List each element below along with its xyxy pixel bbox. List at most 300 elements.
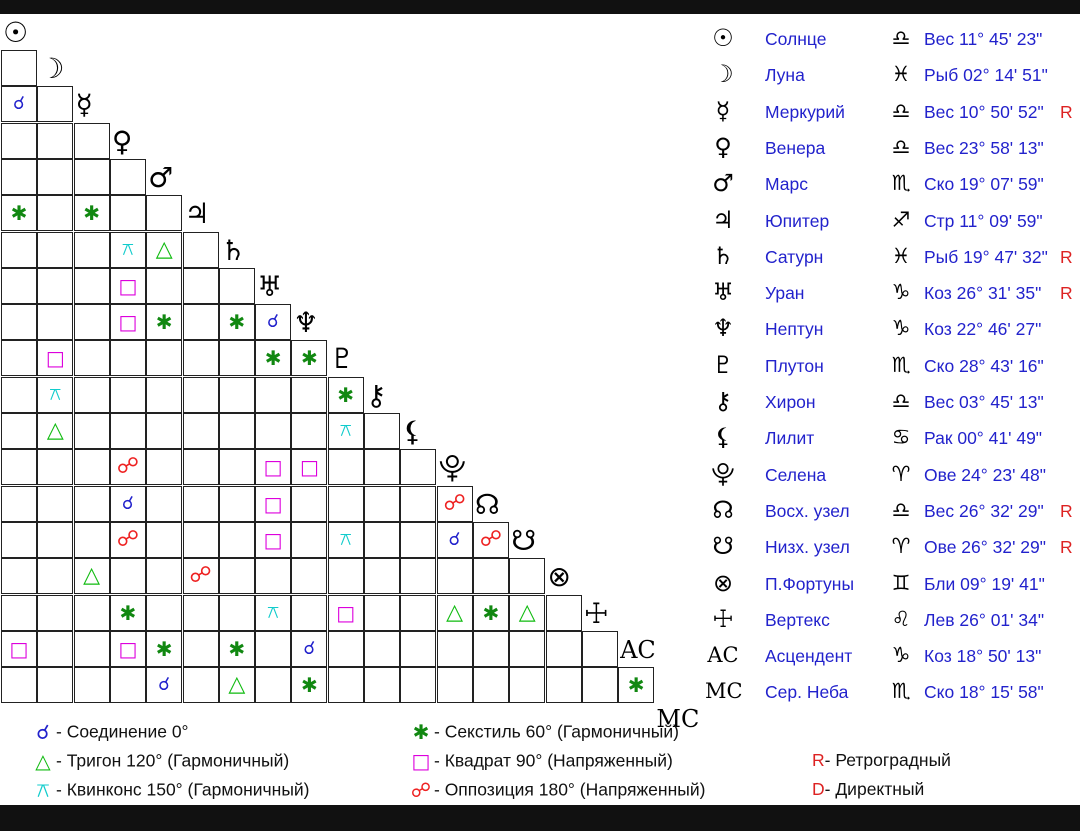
- capricorn-icon: ♑: [891, 316, 911, 341]
- planet-row: [705, 347, 1080, 383]
- grid-cell: [328, 558, 364, 594]
- aspect-square-icon: □: [263, 455, 283, 480]
- grid-cell: [1, 340, 37, 376]
- grid-cell: [37, 522, 73, 558]
- grid-cell: [291, 377, 327, 413]
- grid-cell: [183, 413, 219, 449]
- ascendant-icon: AC: [707, 643, 739, 668]
- aspect-square-icon: □: [336, 600, 356, 625]
- planet-name: Лилит: [765, 428, 815, 449]
- grid-cell: [328, 631, 364, 667]
- legend-trine: △ - Тригон 120° (Гармоничный): [30, 749, 289, 773]
- lilith-icon: ⚸: [714, 423, 732, 452]
- aspect-sextile-icon: ✱: [301, 673, 318, 698]
- grid-cell: [400, 595, 436, 631]
- grid-cell: [110, 340, 146, 376]
- grid-cell: [110, 413, 146, 449]
- grid-cell: [255, 631, 291, 667]
- aspect-quincunx-icon: ⚻: [121, 238, 134, 260]
- aspect-conjunction-icon: ☌: [267, 311, 280, 333]
- grid-cell: [473, 667, 509, 703]
- grid-cell: [1, 377, 37, 413]
- aspect-conjunction-icon: ☌: [121, 492, 134, 514]
- aries-icon: ♈: [891, 534, 911, 559]
- grid-cell: [328, 667, 364, 703]
- grid-cell: [1, 268, 37, 304]
- grid-cell: [146, 486, 182, 522]
- trine-icon: △: [35, 749, 51, 773]
- grid-header-uranus-icon: ♅: [257, 269, 283, 303]
- planet-name: Хирон: [765, 392, 816, 412]
- aspect-square-icon: □: [118, 636, 138, 661]
- grid-cell: [146, 558, 182, 594]
- leo-icon: ♌: [891, 606, 911, 631]
- grid-cell: [146, 413, 182, 449]
- planet-name: Меркурий: [765, 101, 845, 122]
- grid-cell: [255, 413, 291, 449]
- grid-cell: [291, 522, 327, 558]
- grid-cell: [328, 449, 364, 485]
- neptune-icon: ♆: [712, 314, 734, 343]
- grid-cell: [183, 595, 219, 631]
- grid-header-mercury-icon: ☿: [75, 88, 93, 122]
- bottom-black-band: [0, 805, 1080, 831]
- grid-cell: [582, 667, 618, 703]
- square-icon: □: [411, 749, 431, 773]
- aspect-square-icon: □: [9, 636, 29, 661]
- grid-cell: [37, 123, 73, 159]
- planet-position: Вес 23° 58' 13": [924, 137, 1044, 158]
- grid-cell: [546, 667, 582, 703]
- jupiter-icon: ♃: [712, 205, 734, 234]
- grid-cell: [1, 449, 37, 485]
- planet-position: Вес 26° 32' 29": [924, 500, 1044, 521]
- chiron-icon: ⚷: [714, 387, 732, 415]
- planet-name: Сер. Неба: [765, 682, 849, 703]
- aspect-sextile-icon: ✱: [83, 201, 100, 226]
- aspect-sextile-icon: ✱: [155, 310, 173, 335]
- grid-cell: [219, 558, 255, 594]
- grid-cell: [364, 667, 400, 703]
- grid-cell: [219, 595, 255, 631]
- grid-cell: [110, 558, 146, 594]
- retrograde-marker: R: [1060, 283, 1073, 304]
- planet-row: [705, 383, 1080, 419]
- grid-cell: [110, 377, 146, 413]
- grid-cell: [1, 522, 37, 558]
- grid-cell: [364, 486, 400, 522]
- grid-cell: [1, 558, 37, 594]
- grid-cell: [1, 667, 37, 703]
- grid-header-selena-icon: ⯓: [438, 451, 466, 485]
- grid-cell: [146, 377, 182, 413]
- planet-position: Коз 26° 31' 35": [924, 283, 1042, 304]
- grid-cell: [74, 304, 110, 340]
- grid-header-saturn-icon: ♄: [220, 233, 246, 267]
- mercury-icon: ☿: [715, 96, 731, 125]
- sagittarius-icon: ♐: [891, 207, 911, 232]
- pisces-icon: ♓: [891, 243, 911, 268]
- grid-header-south-node-icon: ☋: [511, 523, 537, 557]
- planet-name: Плутон: [765, 355, 824, 376]
- legend-sextile: ✱ - Секстиль 60° (Гармоничный): [408, 720, 679, 744]
- planet-name: П.Фортуны: [765, 573, 855, 594]
- planet-position: Бли 09° 19' 41": [924, 573, 1045, 594]
- grid-cell: [582, 631, 618, 667]
- planet-row: [705, 274, 1080, 310]
- grid-cell: [74, 413, 110, 449]
- libra-icon: ♎: [891, 98, 911, 123]
- midheaven-icon: MC: [705, 679, 743, 704]
- planet-position: Рыб 02° 14' 51": [924, 65, 1048, 86]
- grid-header-lilith-icon: ⚸: [402, 415, 423, 448]
- grid-cell: [183, 631, 219, 667]
- aspect-conjunction-icon: ☌: [303, 637, 316, 659]
- south-node-icon: ☋: [712, 532, 734, 561]
- grid-cell: [1, 159, 37, 195]
- grid-header-north-node-icon: ☊: [474, 487, 500, 521]
- planet-row: [705, 93, 1080, 129]
- grid-cell: [37, 86, 73, 122]
- aspect-trine-icon: △: [46, 418, 64, 443]
- aspect-square-icon: □: [263, 491, 283, 516]
- aspect-square-icon: □: [299, 455, 319, 480]
- grid-cell: [255, 558, 291, 594]
- grid-cell: [400, 449, 436, 485]
- grid-cell: [146, 522, 182, 558]
- gemini-icon: ♊: [891, 570, 911, 595]
- part-of-fortune-icon: ⊗: [712, 568, 734, 597]
- grid-cell: [1, 50, 37, 86]
- grid-cell: [183, 340, 219, 376]
- capricorn-icon: ♑: [891, 280, 911, 305]
- aspect-trine-icon: △: [518, 599, 536, 625]
- planet-position: Ско 18° 15' 58": [924, 682, 1044, 703]
- aspect-square-icon: □: [45, 346, 65, 371]
- aspect-trine-icon: △: [228, 672, 246, 698]
- grid-header-pluto-icon: ♇: [329, 342, 355, 376]
- grid-cell: [1, 413, 37, 449]
- aspect-sextile-icon: ✱: [228, 636, 246, 661]
- grid-cell: [146, 595, 182, 631]
- aspect-quincunx-icon: ⚻: [267, 601, 280, 623]
- grid-cell: [364, 449, 400, 485]
- aspect-sextile-icon: ✱: [482, 600, 500, 625]
- planet-row: [705, 565, 1080, 601]
- planet-position: Лев 26° 01' 34": [924, 609, 1045, 630]
- planet-row: [705, 637, 1080, 673]
- grid-cell: [110, 195, 146, 231]
- planet-row: [705, 238, 1080, 274]
- grid-cell: [146, 340, 182, 376]
- north-node-icon: ☊: [712, 495, 734, 524]
- planet-position: Коз 18° 50' 13": [924, 646, 1042, 667]
- aspect-sextile-icon: ✱: [228, 310, 246, 335]
- aspect-sextile-icon: ✱: [119, 600, 137, 625]
- grid-cell: [1, 595, 37, 631]
- grid-cell: [219, 486, 255, 522]
- aspect-opposition-icon: ☍: [189, 563, 212, 589]
- grid-cell: [74, 667, 110, 703]
- planet-row: [705, 20, 1080, 56]
- planet-name: Марс: [765, 174, 808, 195]
- planet-row: [705, 601, 1080, 637]
- planet-name: Низх. узел: [765, 537, 850, 558]
- grid-cell: [437, 558, 473, 594]
- grid-cell: [291, 413, 327, 449]
- top-black-band: [0, 0, 1080, 14]
- aspect-sextile-icon: ✱: [10, 201, 28, 226]
- planet-row: [705, 56, 1080, 92]
- venus-icon: ♀: [714, 132, 732, 161]
- planet-row: [705, 202, 1080, 238]
- aspect-sextile-icon: ✱: [301, 346, 318, 371]
- grid-header-ascendant-icon: AC: [620, 635, 656, 664]
- planet-name: Луна: [765, 65, 805, 86]
- grid-cell: [146, 268, 182, 304]
- aspect-opposition-icon: ☍: [116, 454, 140, 480]
- grid-cell: [546, 631, 582, 667]
- grid-cell: [183, 268, 219, 304]
- grid-cell: [74, 595, 110, 631]
- scorpio-icon: ♏: [891, 171, 911, 196]
- grid-cell: [37, 631, 73, 667]
- legend-conjunction: ☌ - Соединение 0°: [30, 720, 189, 744]
- aspect-sextile-icon: ✱: [627, 673, 645, 698]
- grid-cell: [74, 377, 110, 413]
- legend-direct: D- Директный: [812, 778, 925, 799]
- grid-cell: [37, 486, 73, 522]
- planet-row: [705, 165, 1080, 201]
- cancer-icon: ♋: [891, 425, 911, 450]
- aspect-quincunx-icon: ⚻: [339, 528, 352, 550]
- aspect-opposition-icon: ☍: [116, 526, 140, 552]
- grid-cell: [219, 268, 255, 304]
- grid-cell: [219, 522, 255, 558]
- grid-cell: [473, 558, 509, 594]
- quincunx-icon: ⚻: [36, 778, 50, 802]
- grid-cell: [183, 486, 219, 522]
- retrograde-marker: R: [1060, 537, 1073, 558]
- grid-cell: [219, 413, 255, 449]
- planet-position: Ове 26° 32' 29": [924, 537, 1046, 558]
- grid-cell: [183, 522, 219, 558]
- libra-icon: ♎: [891, 134, 911, 159]
- grid-cell: [291, 595, 327, 631]
- grid-header-neptune-icon: ♆: [293, 306, 319, 340]
- grid-cell: [74, 449, 110, 485]
- grid-cell: [37, 268, 73, 304]
- planet-position: Стр 11° 09' 59": [924, 210, 1043, 231]
- grid-header-mars-icon: ♂: [148, 160, 174, 194]
- uranus-icon: ♅: [712, 278, 734, 307]
- pisces-icon: ♓: [891, 62, 911, 87]
- grid-cell: [37, 595, 73, 631]
- planet-row: [705, 129, 1080, 165]
- aspect-square-icon: □: [118, 273, 138, 298]
- grid-cell: [509, 667, 545, 703]
- grid-header-venus-icon: ♀: [111, 124, 133, 158]
- grid-cell: [364, 522, 400, 558]
- grid-cell: [1, 232, 37, 268]
- planet-position: Рак 00° 41' 49": [924, 428, 1043, 449]
- grid-cell: [74, 159, 110, 195]
- planet-name: Вертекс: [765, 609, 830, 630]
- opposition-icon: ☍: [410, 778, 432, 802]
- mars-icon: ♂: [712, 169, 734, 198]
- grid-header-sun-icon: ☉: [3, 15, 29, 49]
- legend-retrograde: R- Ретроградный: [812, 749, 951, 770]
- grid-cell: [473, 631, 509, 667]
- grid-cell: [37, 195, 73, 231]
- planet-row: [705, 310, 1080, 346]
- legend-quincunx: ⚻ - Квинконс 150° (Гармоничный): [30, 778, 310, 802]
- grid-header-midheaven-icon: MC: [656, 705, 700, 734]
- grid-cell: [183, 449, 219, 485]
- grid-cell: [37, 304, 73, 340]
- grid-cell: [74, 268, 110, 304]
- grid-cell: [364, 558, 400, 594]
- planet-position: Ско 28° 43' 16": [924, 355, 1044, 376]
- aries-icon: ♈: [891, 461, 911, 486]
- grid-header-part-of-fortune-icon: ⊗: [547, 560, 571, 594]
- grid-cell: [1, 123, 37, 159]
- planet-name: Нептун: [765, 319, 824, 340]
- planet-row: [705, 419, 1080, 455]
- retrograde-marker: R: [1060, 246, 1073, 267]
- aspect-quincunx-icon: ⚻: [339, 420, 352, 441]
- moon-icon: ☽: [712, 60, 734, 89]
- legend-square: □ - Квадрат 90° (Напряженный): [408, 749, 673, 773]
- grid-header-jupiter-icon: ♃: [184, 197, 210, 231]
- grid-cell: [400, 558, 436, 594]
- planet-name: Восх. узел: [765, 500, 850, 521]
- libra-icon: ♎: [891, 389, 911, 413]
- scorpio-icon: ♏: [891, 352, 911, 377]
- grid-cell: [255, 667, 291, 703]
- aspect-sextile-icon: ✱: [337, 382, 355, 407]
- aspect-opposition-icon: ☍: [443, 490, 466, 516]
- planet-row: [705, 492, 1080, 528]
- grid-cell: [146, 449, 182, 485]
- grid-cell: [74, 631, 110, 667]
- libra-icon: ♎: [891, 26, 911, 50]
- planet-position: Вес 11° 45' 23": [924, 29, 1043, 49]
- planet-name: Селена: [765, 464, 827, 485]
- pluto-icon: ♇: [712, 350, 734, 379]
- grid-cell: [37, 232, 73, 268]
- conjunction-icon: ☌: [36, 720, 50, 744]
- aspect-square-icon: □: [118, 310, 138, 335]
- grid-cell: [509, 558, 545, 594]
- grid-cell: [1, 486, 37, 522]
- grid-cell: [364, 413, 400, 449]
- grid-cell: [219, 377, 255, 413]
- grid-cell: [437, 667, 473, 703]
- grid-header-vertex-icon: ☩: [583, 596, 609, 630]
- sextile-icon: ✱: [412, 720, 430, 744]
- saturn-icon: ♄: [712, 241, 734, 270]
- planet-position: Ове 24° 23' 48": [924, 464, 1046, 485]
- planet-position: Коз 22° 46' 27": [924, 319, 1042, 340]
- grid-cell: [1, 304, 37, 340]
- planet-position: Вес 10° 50' 52": [924, 101, 1044, 122]
- grid-cell: [219, 449, 255, 485]
- aspect-conjunction-icon: ☌: [12, 93, 26, 115]
- grid-cell: [219, 340, 255, 376]
- aspect-sextile-icon: ✱: [155, 636, 173, 661]
- legend-opposition: ☍ - Оппозиция 180° (Напряженный): [408, 778, 705, 802]
- grid-cell: [328, 486, 364, 522]
- grid-cell: [400, 486, 436, 522]
- grid-cell: [74, 123, 110, 159]
- aspect-quincunx-icon: ⚻: [49, 383, 62, 405]
- grid-cell: [183, 377, 219, 413]
- grid-cell: [400, 667, 436, 703]
- planet-name: Солнце: [765, 29, 827, 49]
- grid-cell: [509, 631, 545, 667]
- vertex-icon: ☩: [712, 604, 734, 633]
- planet-name: Асцендент: [765, 646, 853, 667]
- grid-cell: [364, 595, 400, 631]
- grid-cell: [291, 486, 327, 522]
- grid-cell: [146, 195, 182, 231]
- grid-cell: [37, 558, 73, 594]
- grid-cell: [183, 304, 219, 340]
- grid-cell: [110, 159, 146, 195]
- aspect-opposition-icon: ☍: [479, 526, 503, 552]
- grid-cell: [255, 377, 291, 413]
- planet-name: Юпитер: [765, 210, 830, 231]
- planet-name: Венера: [765, 137, 826, 158]
- grid-cell: [37, 159, 73, 195]
- aspect-trine-icon: △: [155, 236, 173, 262]
- grid-cell: [291, 558, 327, 594]
- aspect-conjunction-icon: ☌: [448, 528, 461, 550]
- selena-icon: ⯓: [711, 459, 735, 488]
- grid-cell: [37, 667, 73, 703]
- aspect-trine-icon: △: [446, 599, 464, 625]
- scorpio-icon: ♏: [891, 679, 911, 704]
- grid-cell: [110, 667, 146, 703]
- grid-cell: [74, 522, 110, 558]
- grid-cell: [400, 522, 436, 558]
- retrograde-marker: R: [1060, 101, 1073, 122]
- grid-cell: [74, 232, 110, 268]
- aspect-square-icon: □: [263, 527, 283, 552]
- libra-icon: ♎: [891, 497, 911, 522]
- grid-header-chiron-icon: ⚷: [366, 378, 387, 412]
- planet-name: Уран: [765, 283, 805, 304]
- planet-position: Вес 03° 45' 13": [924, 392, 1044, 412]
- grid-header-moon-icon: ☽: [39, 52, 65, 85]
- planet-position: Ско 19° 07' 59": [924, 174, 1044, 195]
- grid-cell: [74, 486, 110, 522]
- grid-cell: [183, 667, 219, 703]
- sun-icon: ☉: [712, 24, 734, 52]
- planet-row: [705, 528, 1080, 564]
- grid-cell: [183, 232, 219, 268]
- aspect-sextile-icon: ✱: [264, 346, 282, 371]
- grid-cell: [437, 631, 473, 667]
- grid-cell: [400, 631, 436, 667]
- grid-cell: [546, 595, 582, 631]
- retrograde-marker: R: [1060, 500, 1073, 521]
- planet-position: Рыб 19° 47' 32": [924, 246, 1048, 267]
- aspect-trine-icon: △: [83, 563, 101, 589]
- planet-row: [705, 456, 1080, 492]
- aspect-conjunction-icon: ☌: [158, 674, 171, 696]
